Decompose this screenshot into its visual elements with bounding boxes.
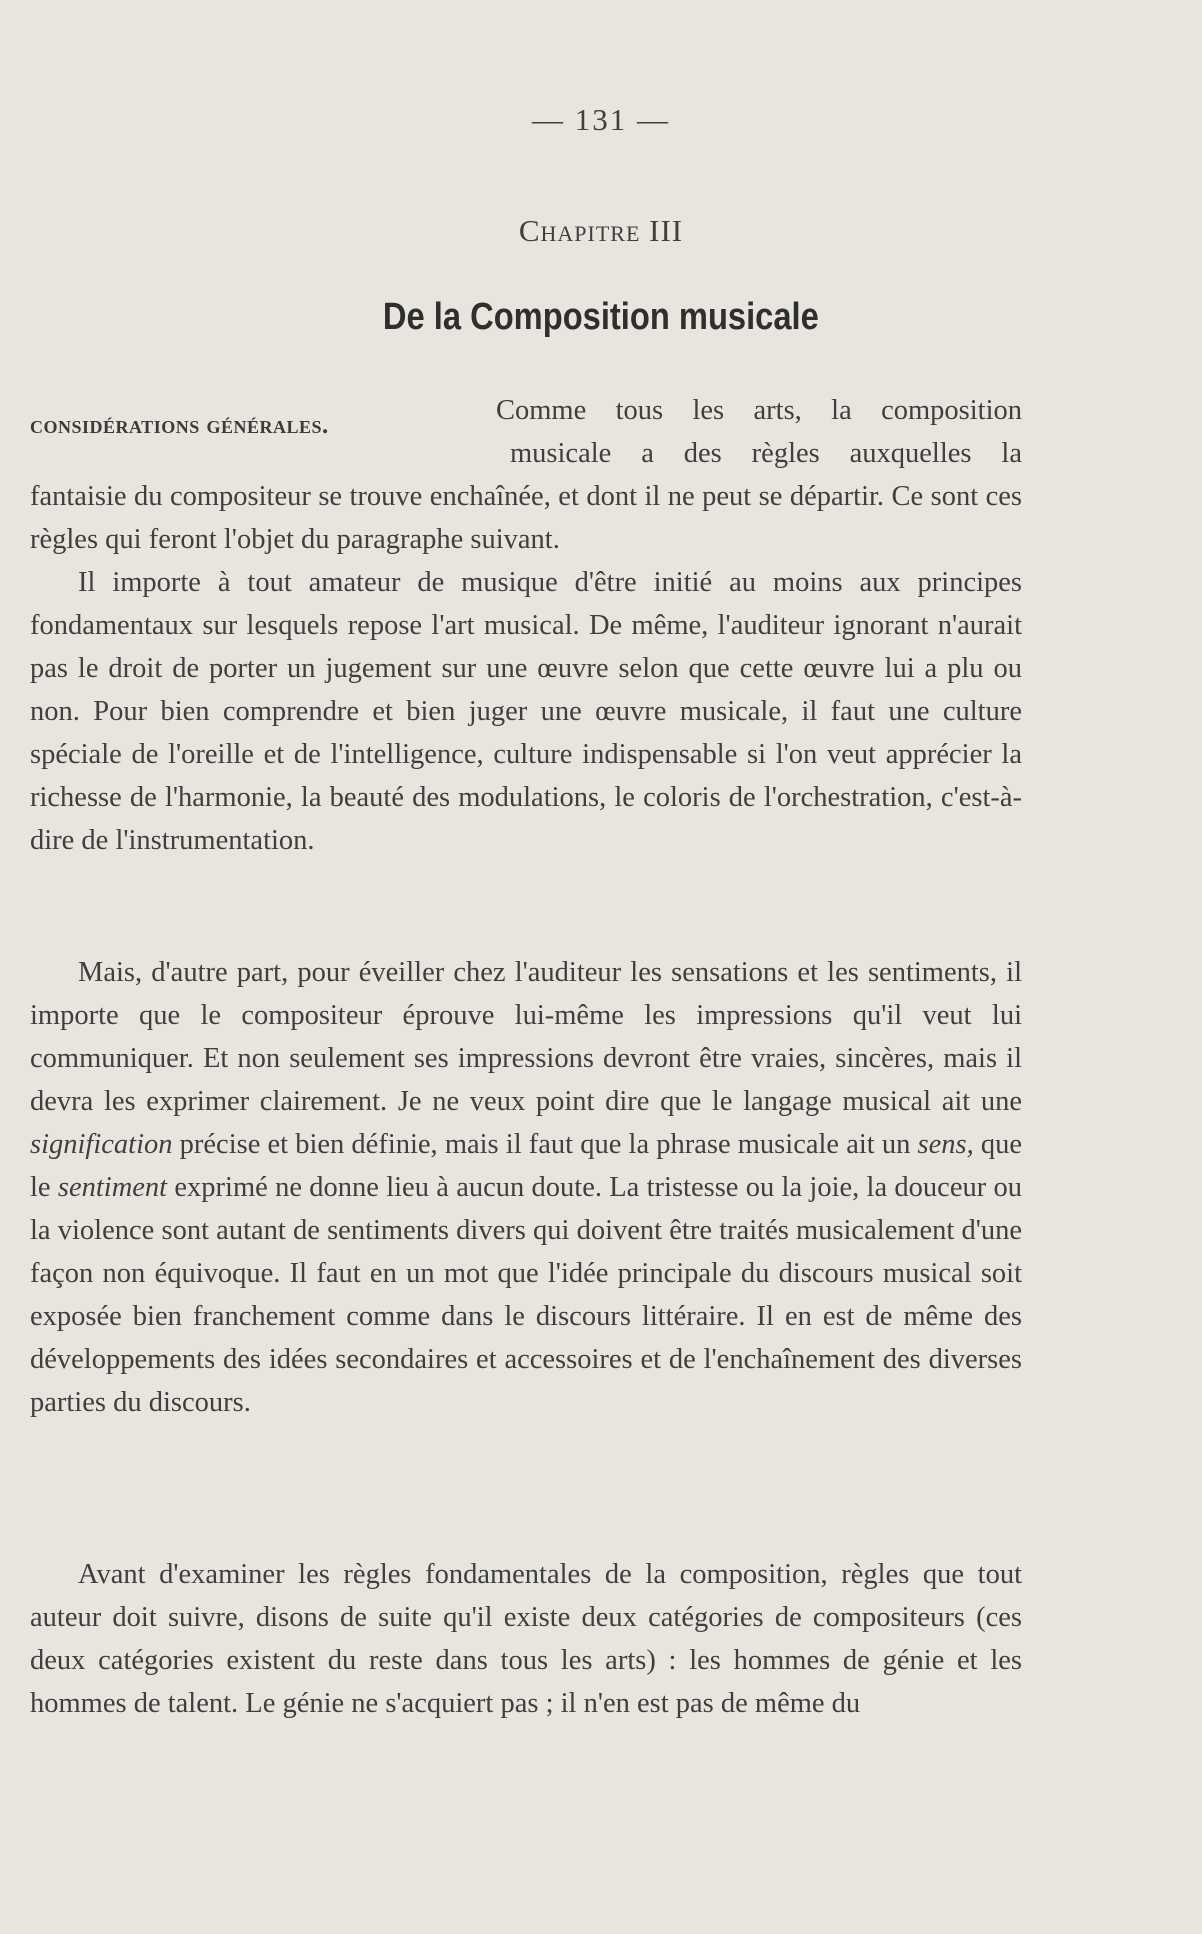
paragraph-1 (30, 389, 1022, 561)
paragraph-1-rest: fantaisie du compositeur se trouve enchaînée, et dont il ne peut se départir. Ce sont ces règles qui feront l'objet du paragraphe suivant. (30, 481, 1022, 555)
paragraph-2: Il importe à tout amateur de musique d'être initié au moins aux principes fondamentaux sur lesquels repose l'art musical. De même, l'auditeur ignorant n'aurait pas le droit de porter un jugement sur une œuvre selon que cette œuvre lui a plu ou non. Pour bien comprendre et bien juger une œuvre musicale, il faut une culture spéciale de l'oreille et de l'intelligence, culture indispensable si l'on veut apprécier la richesse de l'harmonie, la beauté des modulations, le coloris de l'orchestration, c'est-à-dire de l'instrumentation. (30, 567, 1022, 856)
emphasis-sens: sens, (917, 1129, 974, 1160)
paragraph-4: Avant d'examiner les règles fondamentales de la composition, règles que tout auteur doit suivre, disons de suite qu'il existe deux catégories de compositeurs (ces deux catégories existent du reste dans tous les arts) : les hommes de génie et les hommes de talent. Le génie ne s'acquiert pas ; il n'en est pas de même du (30, 1559, 1022, 1719)
chapter-label: Chapitre III (518, 213, 684, 248)
emphasis-signification: signification (30, 1129, 173, 1160)
paragraph-1-line-1: Comme tous les arts, la composition (496, 395, 1022, 426)
page-number: — 131 — (532, 102, 670, 137)
paragraph-1-line-2: musicale a des règles auxquelles la (510, 438, 1022, 469)
emphasis-sentiment: sentiment (57, 1172, 168, 1203)
paragraph-3 (30, 951, 1022, 1424)
paragraph-3-part-c: que le (30, 1129, 1023, 1203)
section-heading: considérations générales. (30, 412, 329, 439)
paragraph-3-part-a: Mais, d'autre part, pour éveiller chez l'auditeur les sensations et les sentiments, il importe que le compositeur éprouve lui-même les impressions qu'il veut lui communiquer. Et non seulement ses impressions devront être vraies, sincères, mais il devra les exprimer clairement. Je ne veux point dire que le langage musical ait une (30, 957, 1022, 1117)
paragraph-3-part-d: exprimé ne donne lieu à aucun doute. La tristesse ou la joie, la douceur ou la violence sont autant de sentiments divers qui doivent être traités musicalement d'une façon non équivoque. Il faut en un mot que l'idée principale du discours musical soit exposée bien franchement comme dans le discours littéraire. Il en est de même des développements des idées secondaires et accessoires et de l'enchaînement des diverses parties du discours. (30, 1172, 1023, 1418)
paragraph-3-part-b: précise et bien définie, mais il faut que la phrase musicale ait un (179, 1129, 911, 1160)
chapter-title: De la Composition musicale (382, 296, 819, 338)
